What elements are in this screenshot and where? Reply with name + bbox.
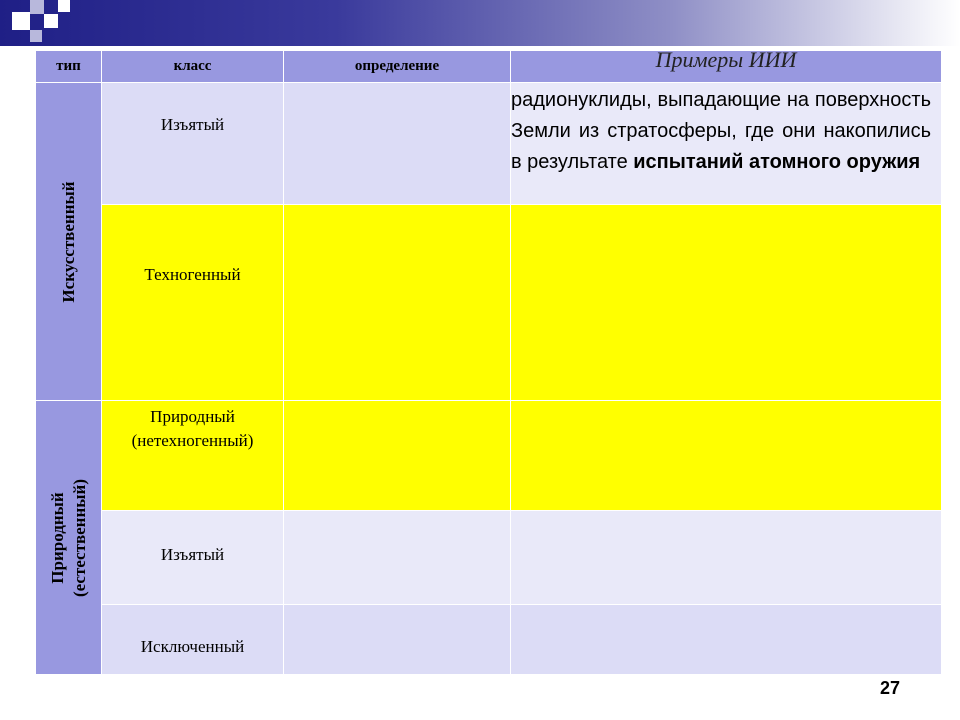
definition-cell (284, 205, 511, 401)
type-artificial-cell (36, 83, 102, 401)
example-text: радионуклиды, выпадающие на поверхность Земли из стратосферы, где они накопились в результате (511, 89, 931, 173)
definition-cell (284, 401, 511, 511)
deco-square (30, 30, 42, 42)
example-cell (511, 205, 942, 401)
class-cell (102, 205, 284, 401)
header-class: класс (102, 51, 284, 83)
example-cell (511, 83, 942, 205)
type-natural-label (47, 478, 91, 596)
example-cell (511, 605, 942, 675)
table-row (36, 401, 942, 511)
class-label: Техногенный (144, 265, 241, 284)
type-natural-cell (36, 401, 102, 675)
deco-square (30, 0, 44, 14)
deco-square (12, 12, 30, 30)
header-type: тип (36, 51, 102, 83)
example-cell (511, 511, 942, 605)
class-label-line2: (нетехногенный) (131, 431, 254, 450)
type-artificial-label: Искусственный (58, 180, 78, 303)
classification-table (35, 47, 942, 675)
deco-square (44, 14, 58, 28)
example-text-bold: испытаний атомного оружия (633, 151, 921, 173)
table-row (36, 83, 942, 205)
definition-cell (284, 83, 511, 205)
class-label: Изъятый (160, 115, 225, 134)
class-label: Изъятый (160, 545, 225, 564)
table-row (36, 605, 942, 675)
header-row (36, 51, 942, 83)
header-examples: Примеры ИИИ (511, 51, 942, 83)
definition-cell (284, 511, 511, 605)
example-cell (511, 401, 942, 511)
table-row (36, 205, 942, 401)
class-cell (102, 401, 284, 511)
class-cell (102, 83, 284, 205)
deco-square (58, 0, 70, 12)
type-natural-line2: (естественный) (69, 478, 89, 597)
table-row (36, 511, 942, 605)
header-band (0, 0, 960, 46)
type-natural-line1: Природный (47, 491, 67, 584)
header-definition: определение (284, 51, 511, 83)
page-number: 27 (880, 678, 901, 698)
class-label-line1: Природный (150, 407, 235, 426)
definition-cell (284, 605, 511, 675)
class-cell (102, 605, 284, 675)
class-label: Исключенный (140, 637, 245, 656)
class-cell (102, 511, 284, 605)
